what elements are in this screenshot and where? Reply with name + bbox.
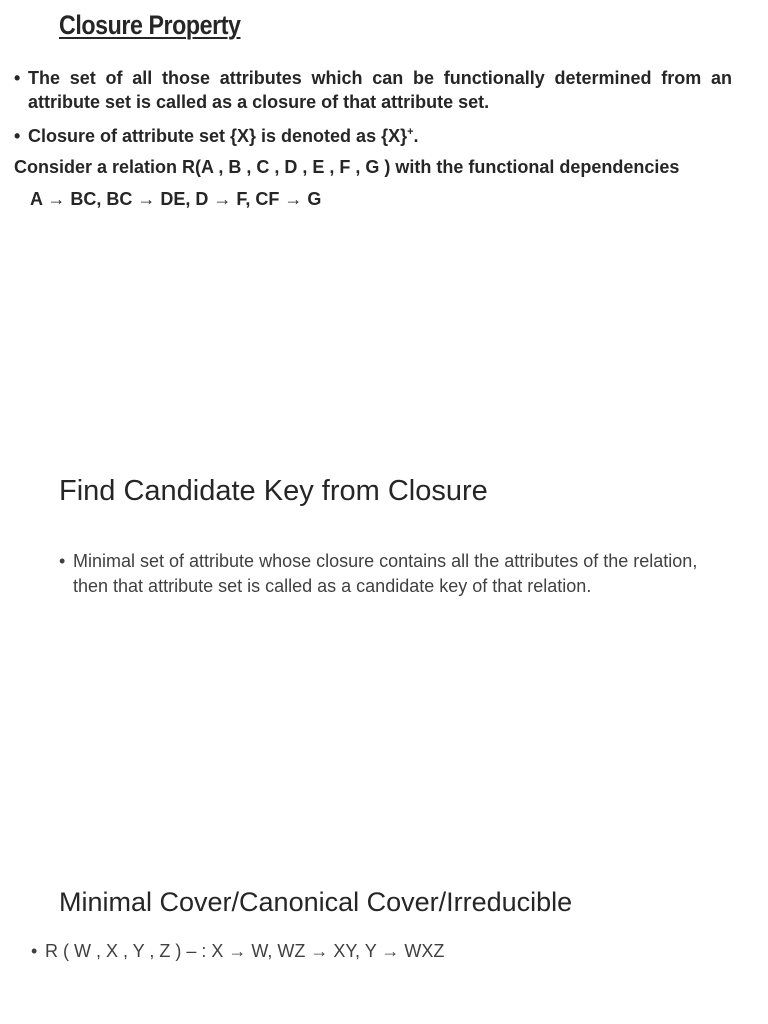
candidate-key-text: Minimal set of attribute whose closure contains all the attributes of the relation, then that attribute set is called as a candidate key of that relation. bbox=[73, 551, 698, 596]
closure-property-title: Closure Property bbox=[59, 10, 241, 40]
closure-definition-text: The set of all those attributes which can be functionally determined from an attribute set is called as a closure of that attribute set. bbox=[28, 68, 732, 112]
closure-superscript: + bbox=[407, 126, 414, 138]
relation-statement: Consider a relation R(A , B , C , D , E , F , G ) with the functional dependencies bbox=[14, 157, 680, 177]
candidate-key-bullet bbox=[59, 549, 719, 598]
bullet-dot: • bbox=[14, 126, 21, 146]
bullet-dot: • bbox=[59, 551, 66, 571]
closure-notation-line bbox=[14, 124, 732, 148]
bullet-dot: • bbox=[31, 941, 38, 961]
closure-definition-bullet bbox=[14, 66, 732, 114]
closure-notation-text: Closure of attribute set {X} is denoted as {X} bbox=[28, 126, 408, 146]
minimal-cover-title: Minimal Cover/Canonical Cover/Irreducible bbox=[59, 887, 573, 917]
bullet-dot: • bbox=[14, 68, 21, 88]
minimal-cover-bullet bbox=[31, 939, 444, 963]
closure-notation-bullet bbox=[14, 124, 732, 148]
functional-dependencies: A → BC, BC → DE, D → F, CF → G bbox=[30, 189, 322, 209]
closure-notation-suffix: . bbox=[413, 126, 419, 146]
minimal-cover-relation: R ( W , X , Y , Z ) – : X → W, WZ → XY, Y → WXZ bbox=[45, 941, 445, 961]
candidate-key-title: Find Candidate Key from Closure bbox=[59, 475, 488, 507]
